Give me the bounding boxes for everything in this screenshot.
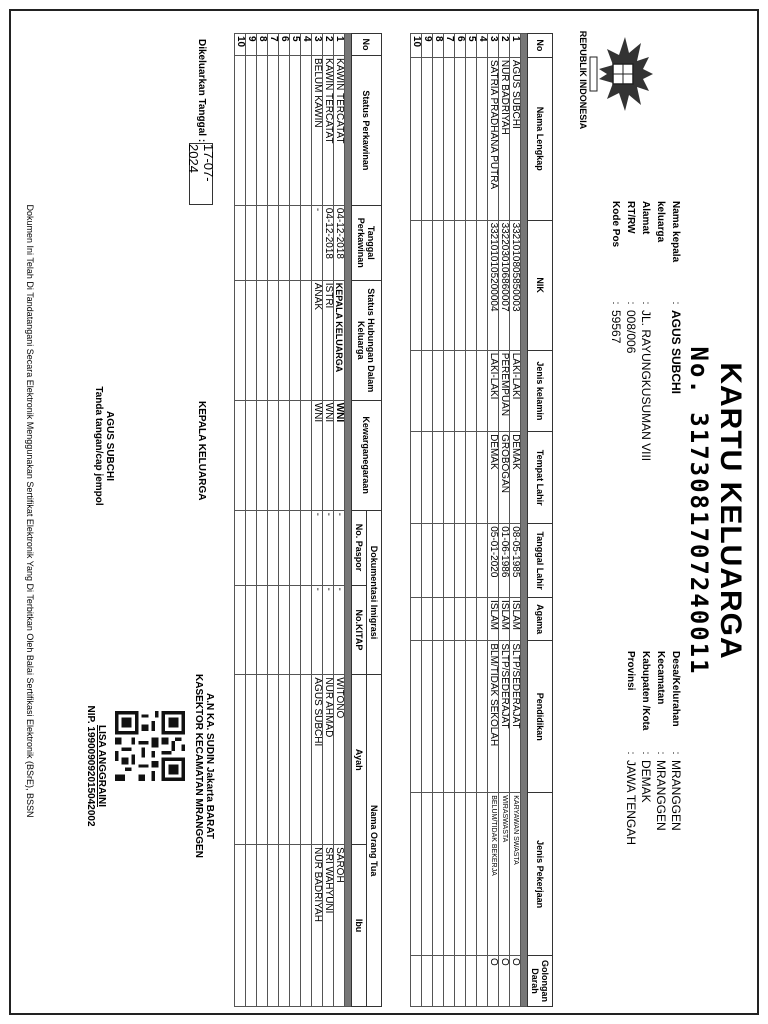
table-row — [334, 34, 345, 1007]
table-cell: O — [488, 955, 499, 1006]
table-row — [444, 34, 455, 1007]
row-number: 2 — [323, 34, 334, 56]
field-value: MRANGGEN — [654, 760, 668, 831]
table-cell: ISLAM — [488, 598, 499, 641]
table-row — [477, 34, 488, 1007]
table-row — [422, 34, 433, 1007]
row-number: 3 — [312, 34, 323, 56]
table-cell: AGUS SUBCHI — [312, 675, 323, 845]
field-label: Alamat — [640, 201, 651, 235]
header-right-row: Kabupaten /Kota : DEMAK — [639, 651, 653, 803]
table-cell: GROBOGAN — [499, 432, 510, 524]
field-value: MRANGGEN — [669, 760, 683, 831]
field-label: Kecamatan — [655, 651, 666, 705]
row-number: 1 — [510, 34, 521, 58]
official-line-1: A.N KA. SUDIN Jakarta BARAT — [204, 693, 215, 839]
table-row — [279, 34, 290, 1007]
field-label: Provinsi — [625, 651, 636, 691]
col-header-pendidikan: Pendidikan — [528, 641, 553, 793]
col-header-jenis-kelamin: Jenis kelamin — [528, 350, 553, 431]
col-header-nama-lengkap: Nama Lengkap — [528, 57, 553, 220]
table-cell: ISLAM — [499, 598, 510, 641]
document-number: No. 3173081707240011 — [685, 346, 713, 676]
table-row — [510, 34, 521, 1007]
table-cell: 08-05-1985 — [510, 524, 521, 598]
header-left-row: RT/RW : 008/006 — [624, 201, 638, 354]
table-cell: SAROH — [334, 845, 345, 1007]
table-cell: PEREMPUAN — [499, 350, 510, 431]
col-header-no-kitap: No.KITAP — [352, 585, 367, 675]
col-header-ayah: Ayah — [352, 675, 367, 845]
field-value: AGUS SUBCHI — [669, 310, 683, 395]
signature-caption: Tanda tangan/cap jempol — [93, 386, 104, 506]
table-cell: SLTP/SEDERAJAT — [499, 641, 510, 793]
col-header-tanggal-perkawinan: Tanggal Perkawinan — [352, 205, 382, 280]
row-number: 4 — [301, 34, 312, 56]
row-number: 9 — [246, 34, 257, 56]
header-right-row: Provinsi : JAWA TENGAH — [624, 651, 638, 845]
row-number: 2 — [499, 34, 510, 58]
status-header-row — [367, 34, 382, 1007]
table-cell: KAWIN TERCATAT — [334, 55, 345, 205]
header-right — [623, 651, 683, 845]
garuda-emblem-icon — [585, 35, 659, 113]
separator-row — [345, 34, 352, 1007]
table-row — [290, 34, 301, 1007]
table-row — [268, 34, 279, 1007]
table-cell: NUR AHMAD — [323, 675, 334, 845]
col-header-agama: Agama — [528, 598, 553, 641]
table-cell: ISLAM — [510, 598, 521, 641]
field-label: Nama kepala keluarga — [655, 201, 681, 263]
row-number: 5 — [290, 34, 301, 56]
header-left-row: Nama kepala keluarga : AGUS SUBCHI — [655, 201, 683, 395]
header-right-row: Kecamatan : MRANGGEN — [654, 651, 668, 831]
table-cell: DEMAK — [510, 432, 521, 524]
field-label: RT/RW — [625, 201, 636, 234]
table-cell: 04-12-2018 — [323, 205, 334, 280]
table-row — [257, 34, 268, 1007]
row-number: 5 — [466, 34, 477, 58]
table-cell: ISTRI — [323, 280, 334, 400]
emblem-caption: REPUBLIK INDONESIA — [578, 30, 588, 130]
table-cell: O — [510, 955, 521, 1006]
row-number: 6 — [279, 34, 290, 56]
col-header-golongan-darah: Golongan Darah — [528, 955, 553, 1006]
table-cell: KEPALA KELUARGA — [334, 280, 345, 400]
row-number: 1 — [334, 34, 345, 56]
kepala-keluarga-signature — [93, 381, 115, 511]
table-cell: KAWIN TERCATAT — [323, 55, 334, 205]
table-cell: 3322030106860007 — [499, 220, 510, 350]
separator-row — [521, 34, 528, 1007]
table-cell: SRI WAHYUNI — [323, 845, 334, 1007]
col-header-no: No — [528, 34, 553, 58]
members-table — [410, 33, 553, 1007]
document-page — [9, 9, 759, 1015]
row-number: 6 — [455, 34, 466, 58]
table-row — [323, 34, 334, 1007]
table-cell: - — [323, 510, 334, 585]
row-number: 10 — [411, 34, 422, 58]
col-header-tempat-lahir: Tempat Lahir — [528, 432, 553, 524]
members-header-row — [528, 34, 553, 1007]
table-row — [455, 34, 466, 1007]
table-cell: 01-06-1986 — [499, 524, 510, 598]
table-row — [246, 34, 257, 1007]
table-cell: O — [499, 955, 510, 1006]
header-left — [608, 201, 683, 461]
table-cell: LAKI-LAKI — [510, 350, 521, 431]
header-left-row: Kode Pos : 59567 — [609, 201, 623, 344]
row-number: 9 — [422, 34, 433, 58]
field-value: 59567 — [609, 310, 623, 344]
field-value: JAWA TENGAH — [624, 760, 638, 845]
table-row — [235, 34, 246, 1007]
header-left-row: Alamat : JL. RAYUNGKUSUMAN VIII — [639, 201, 653, 462]
table-cell: WNI — [334, 400, 345, 510]
official-signature — [85, 651, 107, 881]
row-number: 7 — [444, 34, 455, 58]
document-title: KARTU KELUARGA — [714, 362, 747, 660]
table-cell: DEMAK — [488, 432, 499, 524]
field-value: DEMAK — [639, 760, 653, 803]
qr-code-icon — [115, 711, 185, 781]
table-cell: NUR BADRIYAH — [312, 845, 323, 1007]
table-cell: - — [312, 510, 323, 585]
rotated-card — [11, 11, 755, 1011]
table-cell: AGUS SUBCHI — [510, 57, 521, 220]
table-row — [411, 34, 422, 1007]
official-title-block — [193, 651, 215, 881]
table-row — [301, 34, 312, 1007]
table-cell: 04-12-2018 — [334, 205, 345, 280]
col-header-status-perkawinan: Status Perkawinan — [352, 55, 382, 205]
col-header-status-hubungan: Status Hubungan Dalam Keluarga — [352, 280, 382, 400]
kepala-keluarga-label: KEPALA KELUARGA — [196, 401, 207, 501]
table-cell: - — [334, 510, 345, 585]
table-cell: 05-01-2020 — [488, 524, 499, 598]
field-label: Desa/Kelurahan — [670, 651, 681, 727]
table-cell: SATRIA PRADHANA PUTRA — [488, 57, 499, 220]
official-line-2: KASEKTOR KECAMATAN MRANGGEN — [193, 674, 204, 858]
electronic-signature-note: Dokumen Ini Telah Di Tandatangani Secara Elektronik Menggunakan Sertifikat Elektronik Yang Di Terbitkan Oleh Balai Sertifikasi Elektronik (BSrE), BSSN — [25, 204, 35, 818]
table-cell: WITONO — [334, 675, 345, 845]
table-cell: WIRASWASTA — [499, 793, 510, 956]
col-header-kewarganegaraan: Kewarganegaraan — [352, 400, 382, 510]
row-number: 10 — [235, 34, 246, 56]
table-cell: BELUM/TIDAK BEKERJA — [488, 793, 499, 956]
table-cell: - — [323, 585, 334, 675]
col-header-jenis-pekerjaan: Jenis Pekerjaan — [528, 793, 553, 956]
table-row — [499, 34, 510, 1007]
col-header-ibu: Ibu — [352, 845, 367, 1007]
row-number: 7 — [268, 34, 279, 56]
col-header-no-paspor: No. Paspor — [352, 510, 367, 585]
table-cell: BELUM KAWIN — [312, 55, 323, 205]
col-header-nama-orang-tua: Nama Orang Tua — [367, 675, 382, 1007]
table-cell: - — [334, 585, 345, 675]
official-name: LISA ANGGRAINI — [96, 724, 107, 808]
col-header-tanggal-lahir: Tanggal Lahir — [528, 524, 553, 598]
table-cell: KARYAWAN SWASTA — [510, 793, 521, 956]
table-cell: SLTP/SEDERAJAT — [510, 641, 521, 793]
table-cell: LAKI-LAKI — [488, 350, 499, 431]
issued-date: 17-07-2024 — [189, 143, 213, 205]
field-label: Kode Pos — [610, 201, 621, 248]
row-number: 8 — [433, 34, 444, 58]
row-number: 4 — [477, 34, 488, 58]
kepala-keluarga-name: AGUS SUBCHI — [104, 410, 115, 481]
table-cell: - — [312, 585, 323, 675]
table-cell: NUR BADRIYAH — [499, 57, 510, 220]
table-row — [488, 34, 499, 1007]
row-number: 8 — [257, 34, 268, 56]
col-header-nik: NIK — [528, 220, 553, 350]
official-nip: NIP. 199009092015042002 — [85, 705, 96, 827]
field-value: 008/006 — [624, 310, 638, 354]
issued-date-label: Dikeluarkan Tanggal : — [196, 39, 207, 143]
field-label: Kabupaten /Kota — [640, 651, 651, 731]
table-row — [433, 34, 444, 1007]
status-table — [234, 33, 382, 1007]
table-cell: WNI — [323, 400, 334, 510]
col-header-dokumentasi-imigrasi: Dokumentasi Imigrasi — [367, 510, 382, 675]
table-cell: ANAK — [312, 280, 323, 400]
col-header-no: No — [352, 34, 382, 56]
field-value: JL. RAYUNGKUSUMAN VIII — [639, 310, 653, 462]
table-cell: 3321010805850003 — [510, 220, 521, 350]
header-right-row: Desa/Kelurahan : MRANGGEN — [669, 651, 683, 831]
table-cell: BLM/TIDAK SEKOLAH — [488, 641, 499, 793]
row-number: 3 — [488, 34, 499, 58]
table-cell: 3321010105200004 — [488, 220, 499, 350]
table-row — [312, 34, 323, 1007]
table-cell: - — [312, 205, 323, 280]
table-row — [466, 34, 477, 1007]
table-cell: WNI — [312, 400, 323, 510]
